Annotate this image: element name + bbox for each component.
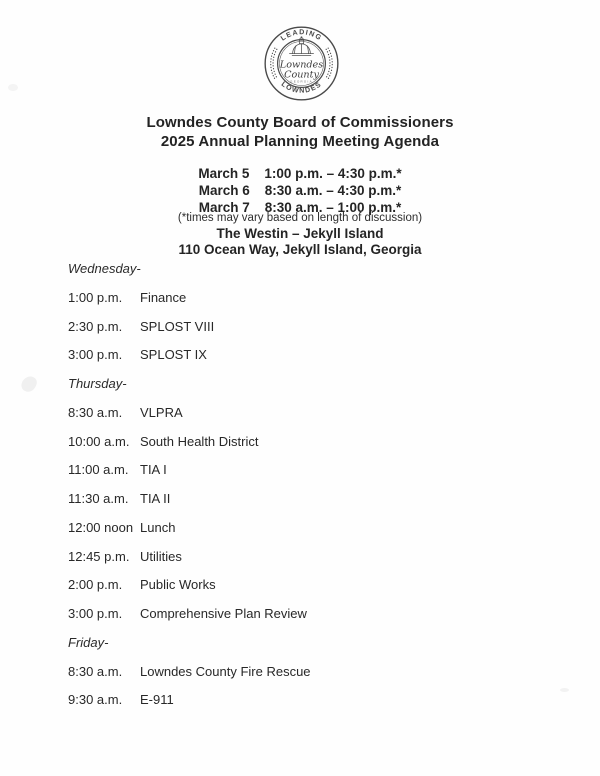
seal-georgia-text: GEORGIA [290, 79, 313, 84]
item-topic: Public Works [140, 577, 216, 593]
item-time: 11:30 a.m. [68, 491, 129, 506]
item-topic: SPLOST VIII [140, 318, 215, 334]
agenda-item [68, 463, 548, 492]
session-schedule [0, 165, 600, 216]
agenda-item [68, 607, 548, 636]
agenda-item [68, 348, 548, 377]
item-topic: VLPRA [140, 404, 183, 420]
agenda-list [68, 262, 548, 722]
seal-arc-bottom-text: LOWNDES [279, 80, 324, 95]
item-time: 1:00 p.m. [68, 289, 123, 305]
agenda-item [68, 320, 548, 349]
item-topic: Utilities [140, 548, 182, 564]
document-title [0, 114, 600, 151]
item-time: 12:45 p.m. [68, 548, 130, 564]
item-time: 3:00 p.m. [68, 347, 123, 363]
county-seal-icon [263, 25, 340, 102]
item-time: 2:30 p.m. [68, 318, 123, 334]
agenda-day-heading [68, 636, 548, 665]
agenda-item [68, 492, 548, 521]
venue-address: 110 Ocean Way, Jekyll Island, Georgia [178, 242, 422, 257]
item-topic: Finance [140, 289, 187, 305]
session-row [198, 165, 401, 182]
agenda-item [68, 435, 548, 464]
item-topic: TIA II [140, 491, 171, 506]
agenda-item [68, 665, 548, 694]
item-time: 8:30 a.m. [68, 663, 123, 679]
agenda-item [68, 521, 548, 550]
day-label: Friday- [68, 634, 109, 650]
title-line-1: Lowndes County Board of Commissioners [146, 114, 454, 131]
seal-script-line1: Lowndes [279, 59, 324, 71]
agenda-day-heading [68, 377, 548, 406]
times-disclaimer: (*times may vary based on length of discussion) [177, 212, 423, 224]
session-time: 8:30 a.m. – 4:30 p.m.* [264, 183, 402, 198]
seal-script-line2: County [284, 69, 319, 81]
item-topic: South Health District [140, 433, 259, 449]
item-topic: Lunch [140, 519, 176, 535]
item-topic: TIA I [140, 462, 167, 478]
item-topic: Lowndes County Fire Rescue [140, 663, 311, 679]
session-date: March 5 [198, 166, 250, 181]
item-time: 10:00 a.m. [68, 433, 130, 449]
item-topic: SPLOST IX [140, 347, 207, 363]
item-time: 2:00 p.m. [68, 577, 123, 593]
item-time: 12:00 noon [68, 519, 134, 535]
lowndes-county-seal [263, 25, 340, 102]
session-time: 8:30 a.m. – 1:00 p.m.* [264, 200, 402, 215]
item-time: 9:30 a.m. [68, 692, 123, 708]
item-time: 8:30 a.m. [68, 404, 123, 420]
title-line-2: 2025 Annual Planning Meeting Agenda [160, 132, 440, 150]
item-time: 11:00 a.m. [68, 462, 129, 478]
agenda-item [68, 550, 548, 579]
venue-name: The Westin – Jekyll Island [216, 226, 384, 241]
seal-arc-top-text: LEADING [279, 28, 324, 43]
day-label: Wednesday- [68, 261, 141, 276]
scan-smudge [19, 374, 38, 394]
session-row [199, 182, 402, 199]
day-label: Thursday- [68, 376, 127, 391]
agenda-item [68, 406, 548, 435]
session-time: 1:00 p.m. – 4:30 p.m.* [264, 166, 402, 181]
agenda-item [68, 578, 548, 607]
scan-smudge [8, 84, 18, 91]
agenda-item [68, 291, 548, 320]
item-topic: Comprehensive Plan Review [140, 606, 307, 621]
agenda-item [68, 693, 548, 722]
item-time: 3:00 p.m. [68, 606, 123, 621]
scan-smudge [560, 688, 569, 692]
agenda-day-heading [68, 262, 548, 291]
session-date: March 7 [198, 200, 250, 215]
item-topic: E-911 [140, 692, 174, 708]
session-date: March 6 [198, 183, 250, 198]
